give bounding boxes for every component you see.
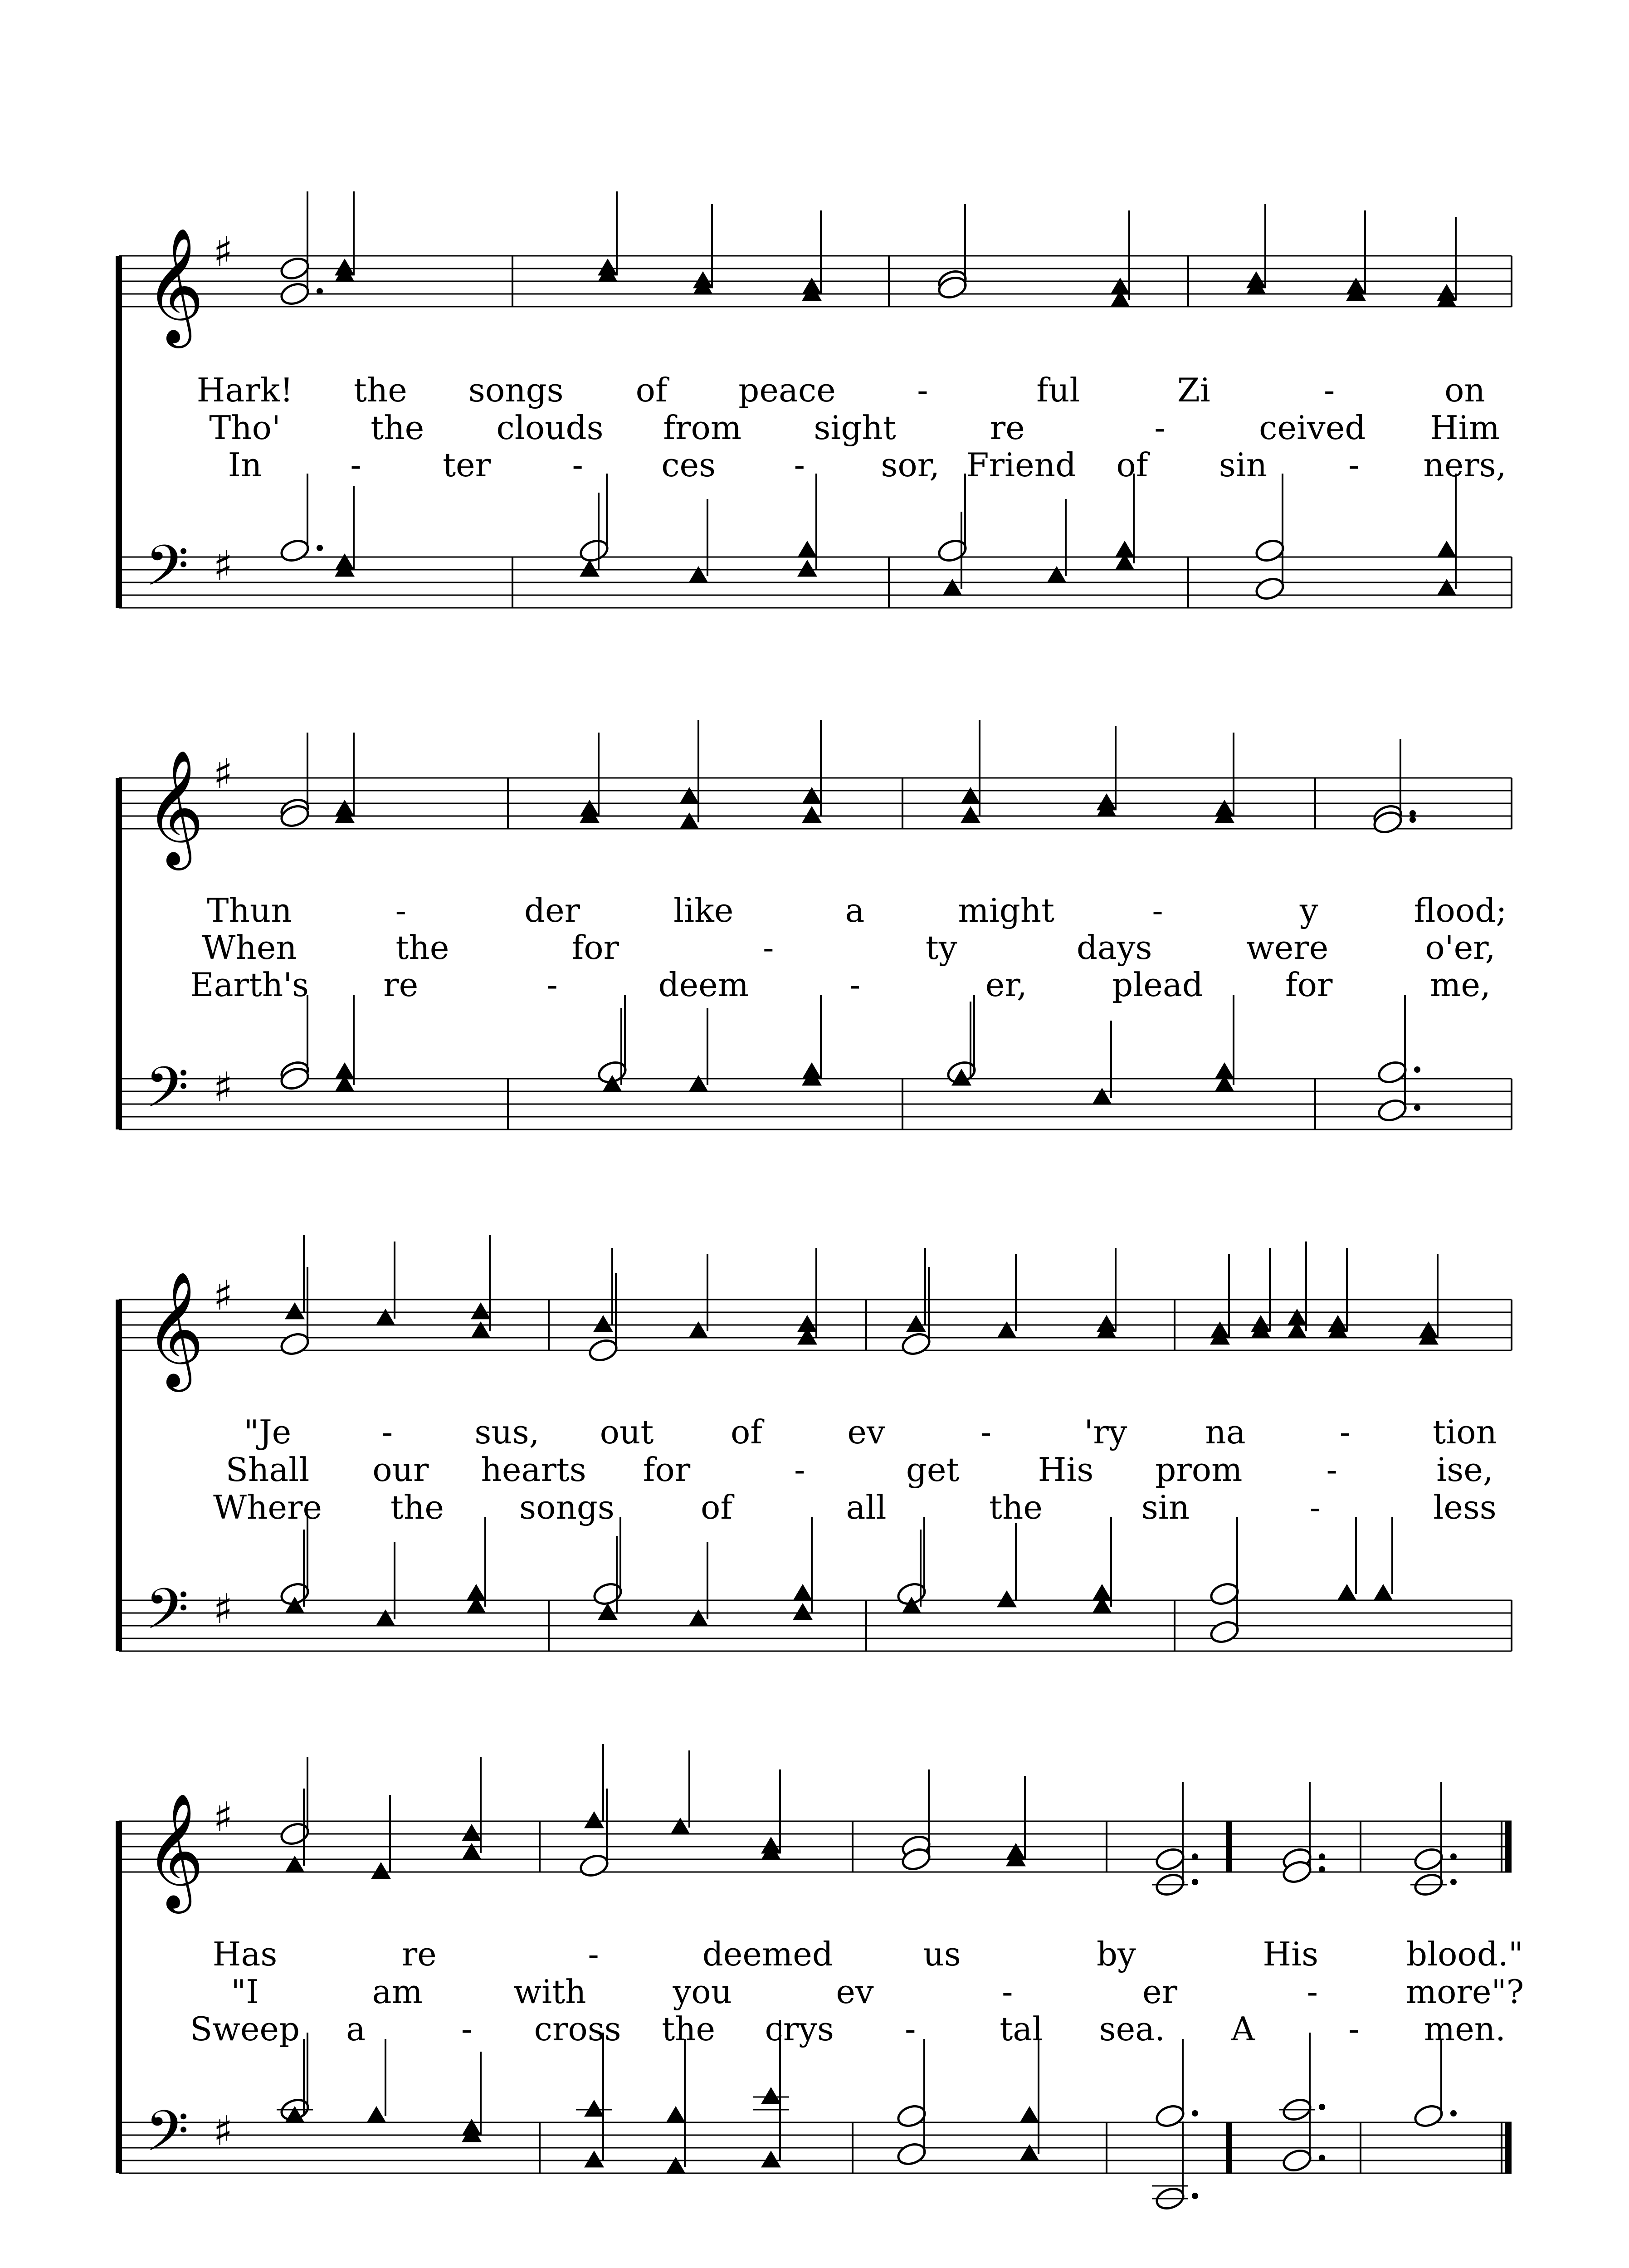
dot: [1450, 1879, 1457, 1885]
lyric-syllable: by: [1097, 1935, 1136, 1973]
note-head: [580, 560, 600, 577]
note-head: [961, 806, 980, 823]
bar-line: [1511, 557, 1512, 608]
dot: [1319, 2104, 1325, 2110]
bar-line: [1187, 557, 1189, 608]
note-head: [366, 2106, 386, 2123]
bar-line: [888, 557, 890, 608]
note-head: [793, 1584, 813, 1601]
lyric-hyphen: -: [546, 966, 558, 1004]
bar-line: [1360, 1821, 1361, 1872]
lyric-syllable: Where: [213, 1488, 322, 1526]
lyric-syllable: Him: [1429, 409, 1500, 447]
lyric-syllable: der: [524, 891, 580, 929]
lyric-syllable: Tho': [209, 409, 281, 447]
lyric-syllable: crys: [765, 2010, 834, 2048]
lyric-syllable: ty: [925, 929, 957, 967]
dot: [1410, 816, 1416, 823]
lyric-hyphen: -: [1348, 2010, 1360, 2048]
lyric-syllable: ful: [1036, 371, 1080, 409]
lyric-syllable: the: [395, 929, 449, 967]
note-head: [997, 1590, 1017, 1607]
note-head: [584, 1811, 604, 1828]
treble-clef-icon: 𝄞: [145, 749, 205, 865]
note-head-open: [900, 1331, 932, 1357]
note-head: [688, 1609, 708, 1626]
bar-line: [1314, 778, 1316, 829]
lyric-hyphen: -: [980, 1413, 992, 1451]
dot: [1450, 1853, 1457, 1860]
note-head-open: [1413, 1846, 1444, 1872]
bar-line: [548, 1300, 550, 1350]
final-bar-thick: [1505, 2122, 1512, 2173]
lyric-syllable: less: [1433, 1488, 1497, 1526]
system-bracket: [116, 256, 122, 608]
dot: [1192, 2110, 1198, 2116]
lyric-hyphen: -: [905, 2010, 916, 2048]
dot: [1192, 1879, 1198, 1885]
lyric-syllable: the: [662, 2010, 716, 2048]
note-head: [376, 1609, 395, 1626]
bar-line: [1226, 1821, 1232, 1872]
note-head: [802, 806, 822, 823]
lyric-syllable: might: [958, 891, 1055, 929]
lyric-syllable: of: [731, 1413, 762, 1451]
lyric-hyphen: -: [917, 371, 928, 409]
lyric-hyphen: -: [1154, 409, 1166, 447]
note-head: [1373, 1584, 1393, 1601]
note-head-open: [279, 1331, 311, 1357]
lyric-syllable: Friend: [966, 446, 1077, 484]
note-head: [1092, 1088, 1112, 1105]
lyric-hyphen: -: [1152, 891, 1163, 929]
lyric-hyphen: -: [1348, 446, 1360, 484]
lyric-syllable: the: [989, 1488, 1043, 1526]
lyric-syllable: for: [571, 929, 619, 967]
lyric-syllable: deem: [658, 966, 749, 1004]
lyric-syllable: sight: [814, 409, 896, 447]
lyric-syllable: tal: [1000, 2010, 1043, 2048]
lyric-syllable: ev: [847, 1413, 885, 1451]
lyric-hyphen: -: [588, 1935, 599, 1973]
lyric-syllable: the: [390, 1488, 444, 1526]
bass-clef-icon: 𝄢: [145, 2099, 189, 2178]
note-head: [1019, 2144, 1039, 2161]
lyric-syllable: hearts: [481, 1451, 586, 1489]
lyric-syllable: 'ry: [1084, 1413, 1127, 1451]
lyric-syllable: Sweep: [190, 2010, 300, 2048]
note-head: [471, 1302, 491, 1319]
bass-clef-icon: 𝄢: [145, 1055, 189, 1134]
lyric-syllable: ces: [661, 446, 716, 484]
lyric-syllable: were: [1246, 929, 1329, 967]
note-head: [666, 2157, 686, 2174]
dot: [1192, 2193, 1198, 2199]
lyric-syllable: songs: [519, 1488, 615, 1526]
lyric-syllable: a: [346, 2010, 366, 2048]
dot: [1450, 2110, 1457, 2116]
lyric-syllable: all: [846, 1488, 887, 1526]
note-head-open: [1154, 1846, 1186, 1872]
lyric-hyphen: -: [763, 929, 774, 967]
bar-line: [902, 778, 903, 829]
lyric-syllable: our: [372, 1451, 429, 1489]
lyric-syllable: us: [923, 1935, 961, 1973]
note-head-open: [1154, 2103, 1186, 2129]
lyric-syllable: er,: [985, 966, 1027, 1004]
lyric-hyphen: -: [1326, 1451, 1337, 1489]
note-head-open: [1254, 576, 1286, 602]
bar-line: [1314, 1079, 1316, 1129]
note-head-open: [279, 255, 311, 282]
note-head: [1047, 566, 1067, 583]
note-head: [797, 560, 817, 577]
lyric-syllable: cross: [534, 2010, 621, 2048]
note-head: [598, 1603, 618, 1620]
note-head: [906, 1315, 926, 1332]
lyric-syllable: am: [372, 1973, 423, 2011]
lyric-syllable: flood;: [1414, 891, 1507, 929]
lyric-syllable: re: [401, 1935, 437, 1973]
note-head: [997, 1321, 1017, 1338]
bar-line: [1106, 1821, 1107, 1872]
dot: [1414, 1066, 1420, 1073]
lyric-syllable: Hark!: [196, 371, 293, 409]
lyric-syllable: sor,: [881, 446, 940, 484]
bar-line: [1106, 2122, 1107, 2173]
bar-line: [1187, 256, 1189, 307]
lyric-syllable: er: [1142, 1973, 1178, 2011]
lyric-syllable: tion: [1433, 1413, 1497, 1451]
sharp-icon: ♯: [213, 1272, 233, 1320]
dot: [1410, 810, 1416, 816]
bar-line: [902, 1079, 903, 1129]
lyric-hyphen: -: [1307, 1973, 1318, 2011]
note-head: [688, 1075, 708, 1092]
bar-line: [507, 1079, 509, 1129]
lyric-syllable: His: [1263, 1935, 1319, 1973]
lyric-syllable: In: [228, 446, 262, 484]
note-head-open: [578, 538, 610, 564]
lyric-hyphen: -: [395, 891, 406, 929]
system-bracket: [116, 778, 122, 1129]
note-head: [1019, 2106, 1039, 2123]
note-head: [462, 1824, 482, 1841]
note-head: [942, 579, 962, 596]
final-bar-thick: [1505, 1821, 1512, 1872]
lyric-syllable: Thun: [207, 891, 292, 929]
note-head: [285, 1302, 305, 1319]
bar-line: [512, 557, 513, 608]
lyric-syllable: sin: [1141, 1488, 1190, 1526]
note-head: [802, 787, 822, 804]
lyric-syllable: "I: [231, 1973, 259, 2011]
lyric-syllable: ners,: [1423, 446, 1507, 484]
note-head-open: [279, 1821, 311, 1847]
lyric-syllable: clouds: [496, 409, 604, 447]
lyric-syllable: songs: [468, 371, 564, 409]
note-head-open: [279, 538, 311, 564]
lyric-syllable: o'er,: [1425, 929, 1496, 967]
bar-line: [512, 256, 513, 307]
lyric-syllable: Has: [212, 1935, 278, 1973]
lyric-hyphen: -: [1309, 1488, 1321, 1526]
final-bar-thin: [1501, 2122, 1502, 2173]
bar-line: [1226, 2122, 1232, 2173]
lyric-syllable: on: [1444, 371, 1485, 409]
lyric-syllable: men.: [1424, 2010, 1506, 2048]
note-head-open: [896, 2141, 927, 2167]
note-head: [688, 1321, 708, 1338]
note-head: [797, 541, 817, 557]
bar-line: [852, 2122, 854, 2173]
note-head: [679, 787, 699, 804]
lyric-syllable: out: [600, 1413, 654, 1451]
lyric-syllable: y: [1299, 891, 1318, 929]
lyric-syllable: na: [1205, 1413, 1246, 1451]
note-head-open: [1281, 2147, 1313, 2174]
bar-line: [865, 1600, 867, 1651]
note-head: [285, 1856, 305, 1872]
lyric-syllable: deemed: [702, 1935, 833, 1973]
lyric-hyphen: -: [350, 446, 361, 484]
note-head: [462, 1843, 482, 1860]
lyric-syllable: sus,: [474, 1413, 540, 1451]
note-head: [376, 1309, 395, 1325]
note-head-open: [1376, 1097, 1408, 1124]
note-head-open: [1209, 1619, 1240, 1645]
sharp-icon: ♯: [213, 228, 233, 276]
lyric-syllable: of: [1116, 446, 1148, 484]
dot: [1192, 1853, 1198, 1860]
lyric-hyphen: -: [461, 2010, 473, 2048]
bass-clef-icon: 𝄢: [145, 1577, 189, 1656]
lyric-syllable: the: [353, 371, 407, 409]
note-head: [670, 1818, 690, 1834]
note-head: [666, 2106, 686, 2123]
dot: [1319, 1853, 1325, 1860]
note-head: [1437, 541, 1457, 557]
lyric-syllable: for: [643, 1451, 691, 1489]
bar-line: [507, 778, 509, 829]
lyric-hyphen: -: [1323, 371, 1335, 409]
lyric-syllable: get: [906, 1451, 960, 1489]
note-head: [961, 787, 980, 804]
treble-clef-icon: 𝄞: [145, 227, 205, 343]
lyric-hyphen: -: [794, 446, 805, 484]
lyric-hyphen: -: [381, 1413, 393, 1451]
bar-line: [1174, 1300, 1175, 1350]
note-head: [761, 2151, 781, 2167]
sharp-icon: ♯: [213, 1064, 233, 1111]
note-head: [688, 566, 708, 583]
lyric-syllable: When: [202, 929, 297, 967]
lyric-syllable: like: [673, 891, 734, 929]
sharp-icon: ♯: [213, 2107, 233, 2155]
dot: [1414, 1105, 1420, 1111]
system-bracket: [116, 1300, 122, 1651]
bar-line: [548, 1600, 550, 1651]
bar-line: [852, 1821, 854, 1872]
lyric-hyphen: -: [849, 966, 861, 1004]
lyric-hyphen: -: [1339, 1413, 1351, 1451]
note-head-open: [1413, 2103, 1444, 2129]
sharp-icon: ♯: [213, 1794, 233, 1841]
note-head-open: [1209, 1581, 1240, 1607]
final-bar-thin: [1501, 1821, 1502, 1872]
lyric-hyphen: -: [794, 1451, 805, 1489]
bar-line: [1360, 2122, 1361, 2173]
lyric-syllable: Shall: [225, 1451, 310, 1489]
sharp-icon: ♯: [213, 1585, 233, 1633]
bass-clef-icon: 𝄢: [145, 533, 189, 612]
bar-line: [1174, 1600, 1175, 1651]
sharp-icon: ♯: [213, 750, 233, 798]
lyric-syllable: re: [990, 409, 1025, 447]
bar-line: [539, 1821, 541, 1872]
note-head: [679, 812, 699, 829]
lyric-syllable: from: [663, 409, 742, 447]
lyric-syllable: ise,: [1436, 1451, 1493, 1489]
lyric-syllable: sea.: [1099, 2010, 1166, 2048]
lyric-syllable: a: [845, 891, 865, 929]
note-head-open: [578, 1853, 610, 1879]
note-head-open: [896, 2103, 927, 2129]
treble-clef-icon: 𝄞: [145, 1792, 205, 1908]
dot: [1319, 1866, 1325, 1872]
bar-line: [539, 2122, 541, 2173]
lyric-syllable: of: [701, 1488, 732, 1526]
note-head-open: [587, 1337, 619, 1364]
lyric-syllable: "Je: [244, 1413, 292, 1451]
bar-line: [1511, 1300, 1512, 1350]
lyric-syllable: His: [1038, 1451, 1094, 1489]
lyric-syllable: of: [635, 371, 668, 409]
bar-line: [888, 256, 890, 307]
lyric-hyphen: -: [572, 446, 583, 484]
dot: [317, 545, 323, 551]
bar-line: [1511, 1600, 1512, 1651]
note-head-open: [1376, 1059, 1408, 1085]
lyric-syllable: ter: [443, 446, 491, 484]
note-head: [1337, 1584, 1357, 1601]
lyric-syllable: plead: [1112, 966, 1203, 1004]
note-head: [761, 2087, 781, 2104]
lyric-syllable: the: [371, 409, 424, 447]
lyric-syllable: blood.": [1406, 1935, 1523, 1973]
note-head-open: [936, 538, 968, 564]
lyric-syllable: you: [673, 1973, 732, 2011]
lyric-syllable: ev: [836, 1973, 874, 2011]
bar-line: [1511, 778, 1512, 829]
sharp-icon: ♯: [213, 542, 233, 590]
note-head: [471, 1321, 491, 1338]
lyric-syllable: with: [513, 1973, 586, 2011]
lyric-syllable: re: [383, 966, 419, 1004]
system-bracket: [116, 1821, 122, 2173]
note-head: [793, 1603, 813, 1620]
note-head-open: [279, 281, 311, 307]
dot: [1319, 2155, 1325, 2161]
note-head: [584, 2151, 604, 2167]
lyric-syllable: prom: [1155, 1451, 1243, 1489]
lyric-syllable: sin: [1219, 446, 1268, 484]
lyric-hyphen: -: [1002, 1973, 1013, 2011]
lyric-syllable: Earth's: [190, 966, 309, 1004]
lyric-syllable: days: [1076, 929, 1152, 967]
note-head-open: [1254, 538, 1286, 564]
note-head: [371, 1862, 391, 1879]
lyric-syllable: more"?: [1405, 1973, 1524, 2011]
bar-line: [1511, 256, 1512, 307]
lyric-syllable: Zi: [1177, 371, 1210, 409]
lyric-syllable: for: [1285, 966, 1333, 1004]
note-head: [593, 1315, 613, 1332]
lyric-syllable: ceived: [1259, 409, 1366, 447]
treble-clef-icon: 𝄞: [145, 1271, 205, 1387]
note-head: [1437, 579, 1457, 596]
lyric-syllable: A: [1231, 2010, 1255, 2048]
lyric-syllable: peace: [738, 371, 836, 409]
lyric-syllable: me,: [1430, 966, 1491, 1004]
bar-line: [865, 1300, 867, 1350]
bar-line: [1511, 1079, 1512, 1129]
dot: [317, 288, 323, 294]
note-head: [584, 2100, 604, 2116]
